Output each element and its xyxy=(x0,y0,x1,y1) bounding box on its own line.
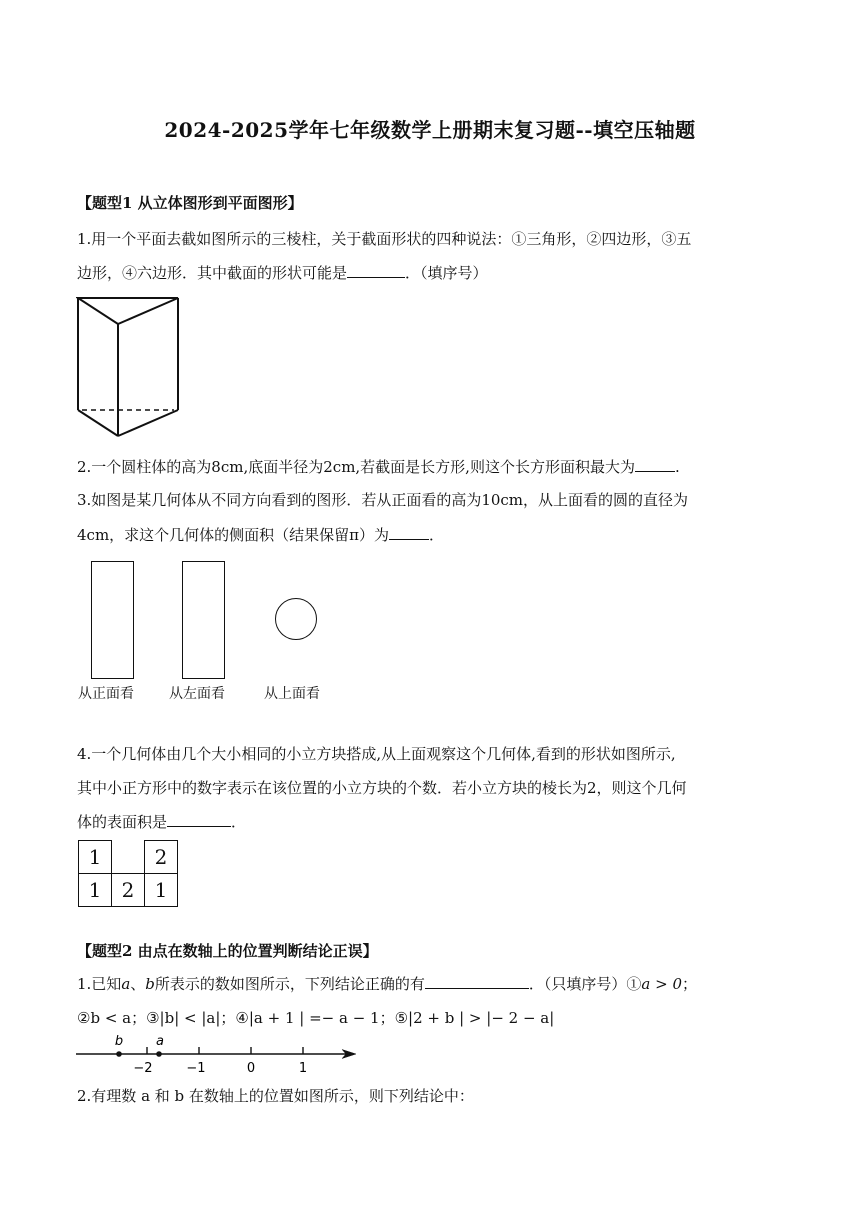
tick-label: −1 xyxy=(186,1061,206,1076)
q1-line-2-text: 边形，④六边形．其中截面的形状可能是 xyxy=(77,264,348,282)
grid-row xyxy=(79,874,178,907)
s2-q1-math: a > 0 xyxy=(641,975,683,993)
q3-line-2-text: 4cm，求这个几何体的侧面积（结果保留π）为 xyxy=(77,526,390,544)
top-view-circle xyxy=(275,598,317,640)
point-b xyxy=(116,1051,122,1057)
q2-text: 2.一个圆柱体的高为8cm,底面半径为2cm,若截面是长方形,则这个长方形面积最大为 xyxy=(77,458,635,476)
number-line-figure xyxy=(76,1030,360,1078)
var-b: b xyxy=(145,975,155,993)
tick-label: −2 xyxy=(133,1061,153,1076)
q1-line-2 xyxy=(77,263,488,283)
s2-q1-mid: 所表示的数如图所示，下列结论正确的有 xyxy=(154,975,425,993)
tick-label: 0 xyxy=(246,1061,256,1076)
grid-cell-empty xyxy=(112,841,145,874)
caption-top-view: 从上面看 xyxy=(264,686,320,702)
left-view-rectangle xyxy=(182,561,225,679)
q2-line xyxy=(77,457,680,477)
var-a: a xyxy=(121,975,131,993)
q4-line-1: 4.一个几何体由几个大小相同的小立方块搭成,从上面观察这个几何体,看到的形状如图所示, xyxy=(77,745,676,763)
grid-cell: 1 xyxy=(79,841,112,874)
q4-answer-blank xyxy=(167,812,231,827)
tick-label: 1 xyxy=(298,1061,308,1076)
q4-line-3-text: 体的表面积是 xyxy=(77,813,168,831)
s2-q1-post: ．（只填序号）① xyxy=(528,975,642,993)
point-a xyxy=(156,1051,162,1057)
q2-answer-blank xyxy=(635,457,675,472)
s2-q1-answer-blank xyxy=(425,974,529,989)
q3-line-2 xyxy=(77,525,444,545)
q3-line-2-suffix: ． xyxy=(429,526,445,544)
s2-q1-sep: 、 xyxy=(130,975,146,993)
grid-cell: 2 xyxy=(112,874,145,907)
caption-left-view: 从左面看 xyxy=(169,686,225,702)
s2-q1-end: ； xyxy=(682,975,698,993)
section-heading-1: 【题型1 从立体图形到平面图形】 xyxy=(77,194,303,212)
q4-line-3 xyxy=(77,812,246,832)
s2-q1-prefix: 1.已知 xyxy=(77,975,122,993)
section-heading-2: 【题型2 由点在数轴上的位置判断结论正误】 xyxy=(77,942,378,960)
s2-q1-line-2: ②b < a；③|b| < |a|；④|a + 1 | =− a − 1；⑤|2 + b | > |− 2 − a| xyxy=(77,1009,555,1027)
point-label-a: a xyxy=(156,1034,164,1049)
caption-front-view: 从正面看 xyxy=(78,686,134,702)
grid-cell: 1 xyxy=(79,874,112,907)
grid-cell: 2 xyxy=(145,841,178,874)
q4-line-3-suffix: ． xyxy=(231,813,247,831)
grid-row xyxy=(79,841,178,874)
q3-answer-blank xyxy=(389,525,429,540)
cube-count-grid xyxy=(78,840,178,907)
q3-line-1: 3.如图是某几何体从不同方向看到的图形．若从正面看的高为10cm，从上面看的圆的直径为 xyxy=(77,491,689,509)
q4-line-2: 其中小正方形中的数字表示在该位置的小立方块的个数．若小立方块的棱长为2，则这个几何 xyxy=(77,779,687,797)
grid-cell: 1 xyxy=(145,874,178,907)
q2-suffix: . xyxy=(674,458,680,476)
point-label-b: b xyxy=(114,1034,124,1049)
s2-q2-line: 2.有理数 a 和 b 在数轴上的位置如图所示，则下列结论中： xyxy=(77,1087,474,1105)
q1-answer-blank xyxy=(347,263,405,278)
front-view-rectangle xyxy=(91,561,134,679)
q1-line-1: 1.用一个平面去截如图所示的三棱柱，关于截面形状的四种说法：①三角形，②四边形，③五 xyxy=(77,230,692,248)
q1-line-2-suffix: ．（填序号） xyxy=(405,264,488,282)
triangular-prism-figure xyxy=(76,294,182,440)
s2-q1-line-1 xyxy=(77,974,697,994)
page-title: 2024-2025学年七年级数学上册期末复习题--填空压轴题 xyxy=(164,118,696,142)
